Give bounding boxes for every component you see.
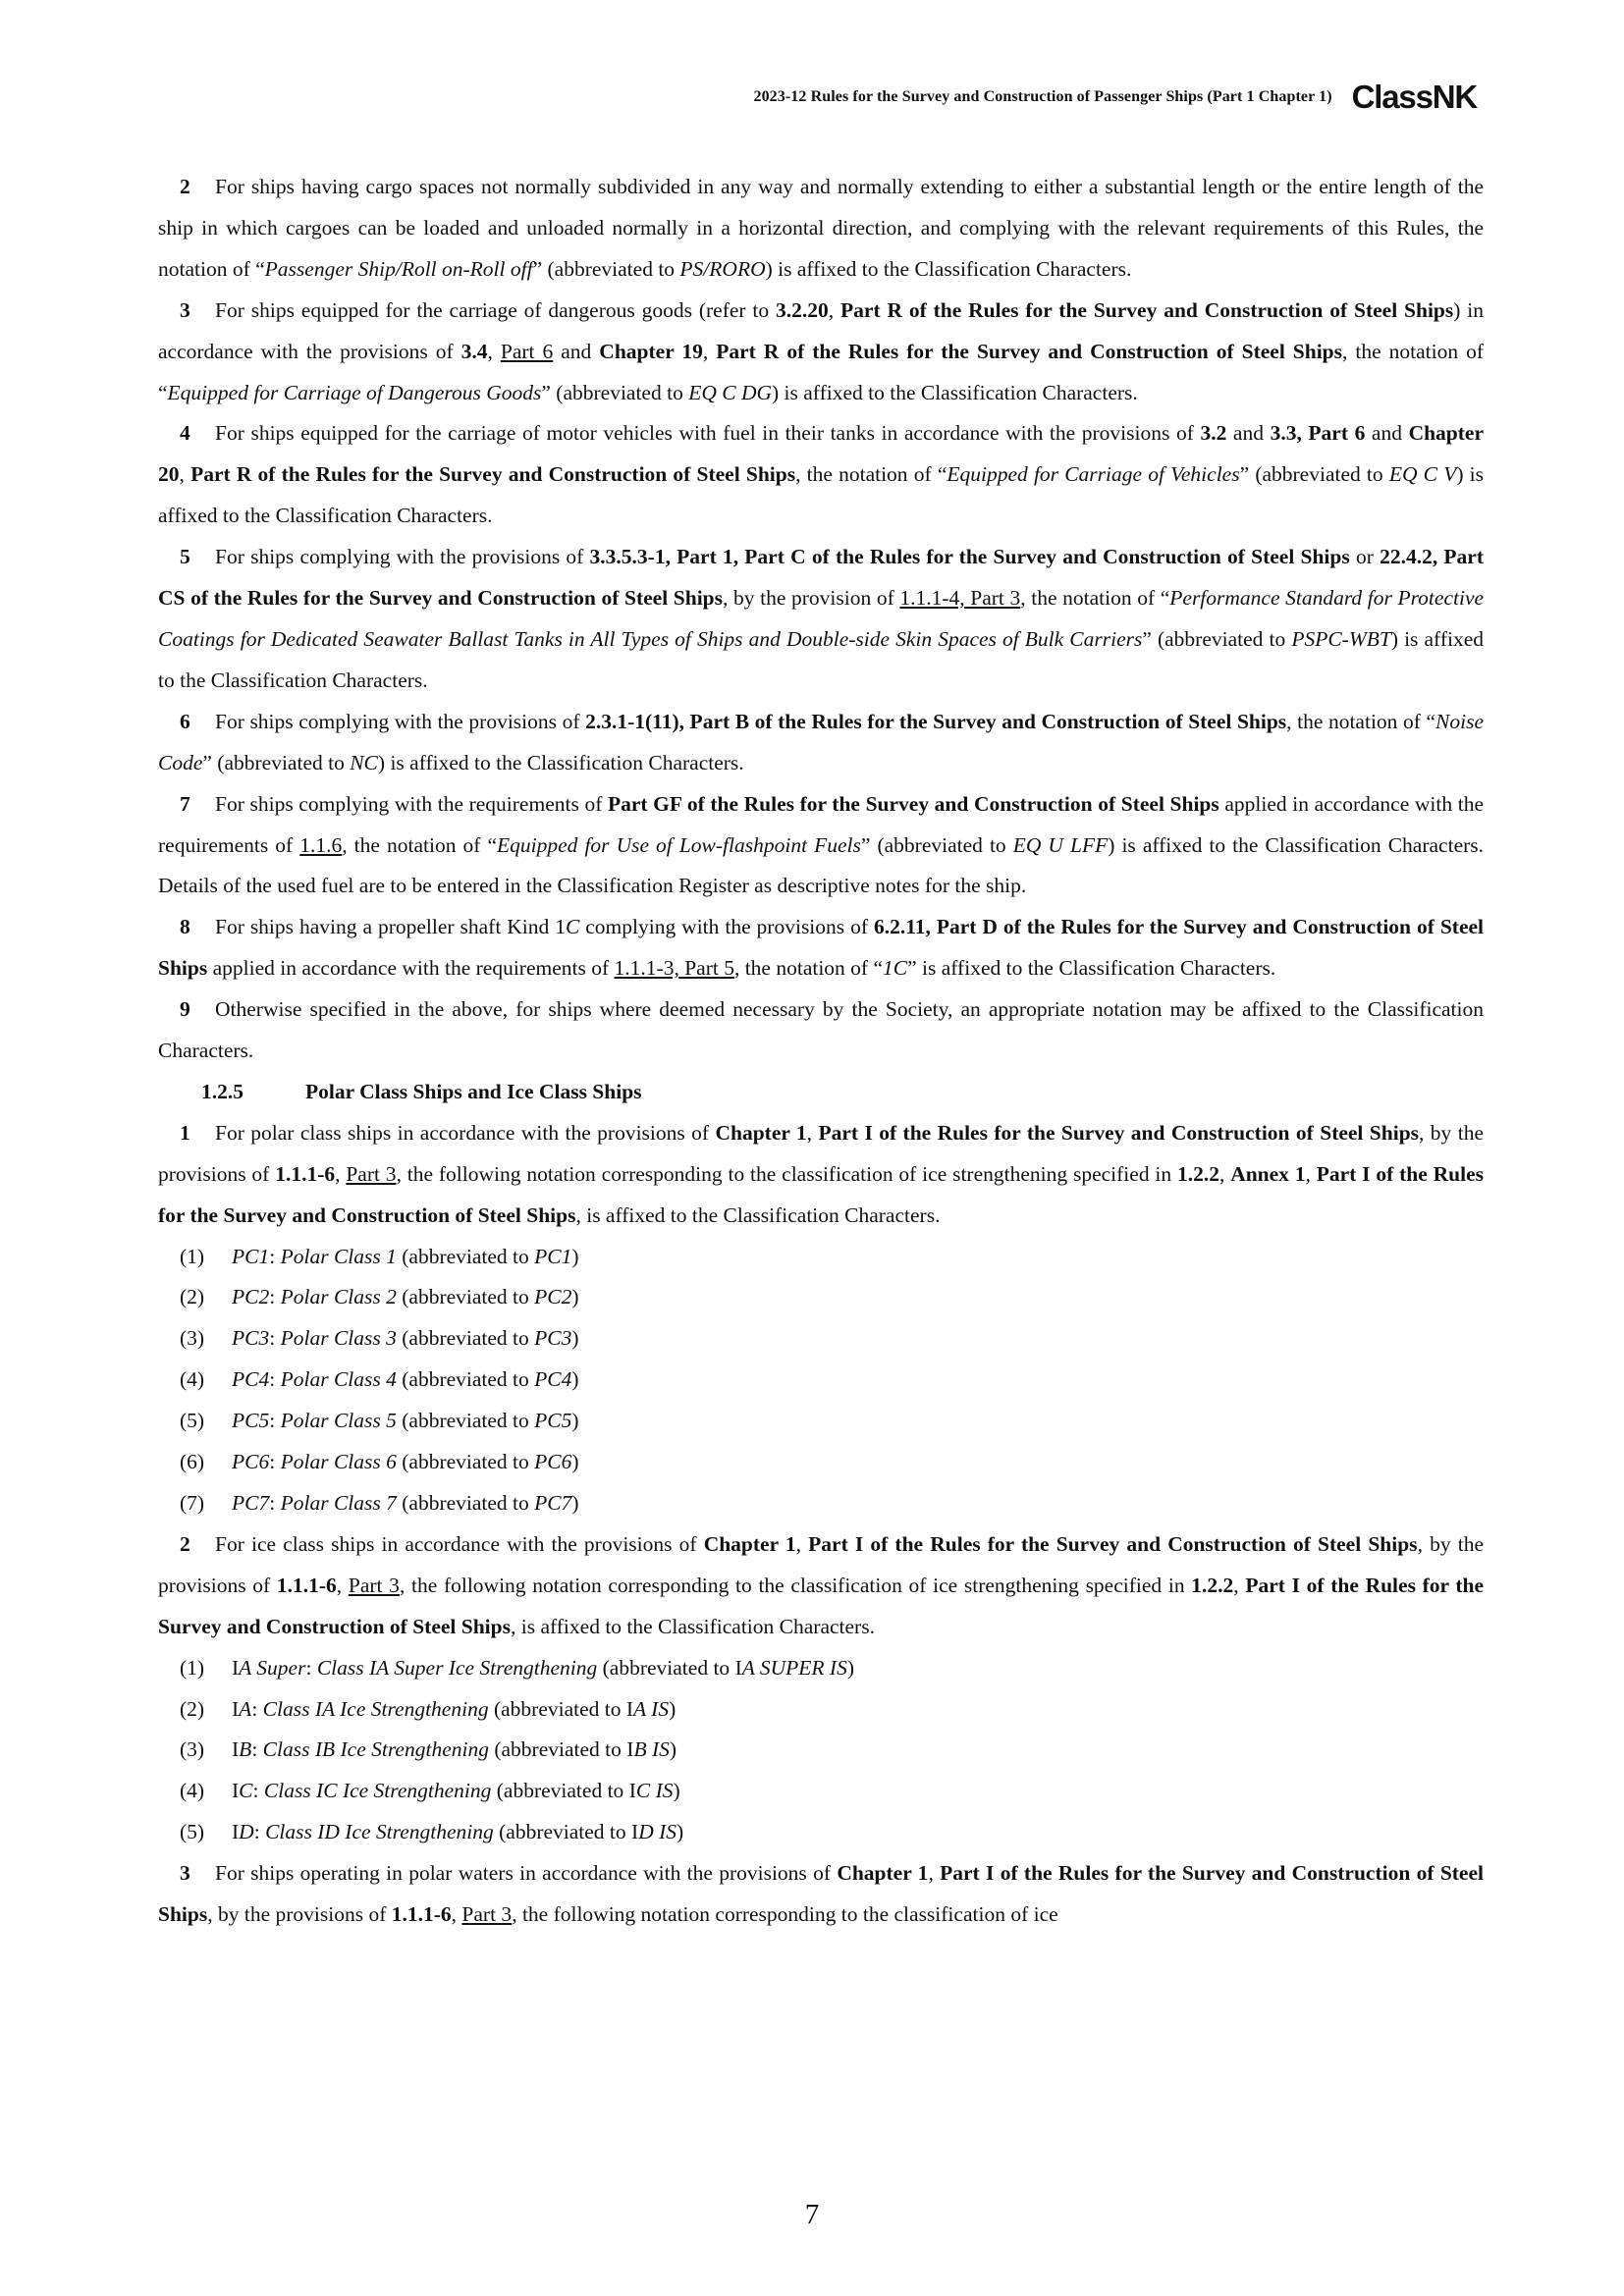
polar-paragraph-1: 1 For polar class ships in accordance with the provisions of Chapter 1, Part I of the Rules for the Survey and Construction of Steel Ships, by the provisions of 1.1.1-6, Part 3, the following notation corresponding to the classification of ice strengthening specified in 1.2.2, Annex 1, Part I of the Rules for the Survey and Construction of Steel Ships, is affixed to the Classification Characters. (158, 1113, 1484, 1237)
list-item: (3) PC3: Polar Class 3 (abbreviated to PC3) (180, 1326, 579, 1351)
polar-class-list (158, 1237, 1484, 1524)
paragraph-4: 4 For ships equipped for the carriage of motor vehicles with fuel in their tanks in accordance with the provisions of 3.2 and 3.3, Part 6 and Chapter 20, Part R of the Rules for the Survey and Construction of Steel Ships, the notation of “Equipped for Carriage of Vehicles” (abbreviated to EQ C V) is affixed to the Classification Characters. (158, 413, 1484, 537)
page-number: 7 (804, 2199, 820, 2230)
classnk-logo: ClassNK (1351, 79, 1477, 115)
header-title: 2023-12 Rules for the Survey and Construction of Passenger Ships (Part 1 Chapter 1) (753, 88, 1332, 105)
list-item: (3) IB: Class IB Ice Strengthening (abbreviated to IB IS) (180, 1737, 677, 1762)
list-item: (7) PC7: Polar Class 7 (abbreviated to PC7) (180, 1491, 579, 1515)
polar-paragraph-2: 2 For ice class ships in accordance with the provisions of Chapter 1, Part I of the Rules for the Survey and Construction of Steel Ships, by the provisions of 1.1.1-6, Part 3, the following notation corresponding to the classification of ice strengthening specified in 1.2.2, Part I of the Rules for the Survey and Construction of Steel Ships, is affixed to the Classification Characters. (158, 1524, 1484, 1648)
section-heading (158, 1072, 1484, 1113)
list-item: (5) ID: Class ID Ice Strengthening (abbreviated to ID IS) (180, 1820, 684, 1844)
paragraph-2: 2 For ships having cargo spaces not normally subdivided in any way and normally extending to either a substantial length or the entire length of the ship in which cargoes can be loaded and unloaded normally in a horizontal direction, and complying with the relevant requirements of this Rules, the notation of “Passenger Ship/Roll on-Roll off” (abbreviated to PS/RORO) is affixed to the Classification Characters. (158, 167, 1484, 291)
cross-reference-link[interactable]: Part 3 (348, 1573, 400, 1597)
cross-reference-link[interactable]: 1.1.1-4, Part 3 (899, 586, 1021, 611)
paragraph-number: 5 (180, 545, 190, 569)
paragraph-number: 4 (180, 421, 190, 446)
paragraph-9: 9 Otherwise specified in the above, for ships where deemed necessary by the Society, an appropriate notation may be affixed to the Classification Characters. (158, 989, 1484, 1072)
paragraph-number: 3 (180, 1861, 190, 1886)
list-item: (2) PC2: Polar Class 2 (abbreviated to PC2) (180, 1285, 579, 1309)
paragraph-number: 2 (180, 175, 190, 198)
list-item: (4) PC4: Polar Class 4 (abbreviated to PC4) (180, 1367, 579, 1392)
paragraph-number: 9 (180, 997, 190, 1022)
paragraph-number: 8 (180, 915, 190, 939)
paragraph-6: 6 For ships complying with the provisions of 2.3.1-1(11), Part B of the Rules for the Survey and Construction of Steel Ships, the notation of “Noise Code” (abbreviated to NC) is affixed to the Classification Characters. (158, 702, 1484, 784)
page-header (753, 79, 1477, 116)
paragraph-number: 6 (180, 709, 190, 733)
list-item: (6) PC6: Polar Class 6 (abbreviated to PC6) (180, 1450, 579, 1474)
paragraph-number: 2 (180, 1531, 190, 1556)
section-number: 1.2.5 (201, 1079, 244, 1103)
paragraph-number: 1 (180, 1120, 190, 1145)
section-title: Polar Class Ships and Ice Class Ships (305, 1079, 642, 1103)
paragraph-5: 5 For ships complying with the provisions of 3.3.5.3-1, Part 1, Part C of the Rules for the Survey and Construction of Steel Ships or 22.4.2, Part CS of the Rules for the Survey and Construction of Steel Ships, by the provision of 1.1.1-4, Part 3, the notation of “Performance Standard for Protective Coatings for Dedicated Seawater Ballast Tanks in All Types of Ships and Double-side Skin Spaces of Bulk Carriers” (abbreviated to PSPC-WBT) is affixed to the Classification Characters. (158, 537, 1484, 702)
polar-paragraph-3: 3 For ships operating in polar waters in accordance with the provisions of Chapter 1, Part I of the Rules for the Survey and Construction of Steel Ships, by the provisions of 1.1.1-6, Part 3, the following notation corresponding to the classification of ice (158, 1853, 1484, 1936)
paragraph-7: 7 For ships complying with the requirements of Part GF of the Rules for the Survey and Construction of Steel Ships applied in accordance with the requirements of 1.1.6, the notation of “Equipped for Use of Low-flashpoint Fuels” (abbreviated to EQ U LFF) is affixed to the Classification Characters. Details of the used fuel are to be entered in the Classification Register as descriptive notes for the ship. (158, 784, 1484, 908)
paragraph-8: 8 For ships having a propeller shaft Kind 1C complying with the provisions of 6.2.11, Part D of the Rules for the Survey and Construction of Steel Ships applied in accordance with the requirements of 1.1.1-3, Part 5, the notation of “1C” is affixed to the Classification Characters. (158, 907, 1484, 989)
paragraph-number: 3 (180, 297, 190, 322)
list-item: (2) IA: Class IA Ice Strengthening (abbreviated to IA IS) (180, 1696, 677, 1721)
list-item: (1) PC1: Polar Class 1 (abbreviated to PC1) (180, 1244, 579, 1268)
cross-reference-link[interactable]: 1.1.6 (299, 832, 343, 857)
paragraph-3: 3 For ships equipped for the carriage of dangerous goods (refer to 3.2.20, Part R of the Rules for the Survey and Construction of Steel Ships) in accordance with the provisions of 3.4, Part 6 and Chapter 19, Part R of the Rules for the Survey and Construction of Steel Ships, the notation of “Equipped for Carriage of Dangerous Goods” (abbreviated to EQ C DG) is affixed to the Classification Characters. (158, 291, 1484, 414)
cross-reference-link[interactable]: Part 3 (461, 1902, 513, 1927)
list-item: (1) IA Super: Class IA Super Ice Strengthening (abbreviated to IA SUPER IS) (180, 1655, 854, 1680)
cross-reference-link[interactable]: Part 3 (346, 1161, 397, 1186)
ice-class-list (158, 1648, 1484, 1854)
cross-reference-link[interactable]: Part 6 (500, 339, 554, 363)
document-body (158, 167, 1484, 1936)
list-item: (5) PC5: Polar Class 5 (abbreviated to PC5) (180, 1409, 579, 1433)
cross-reference-link[interactable]: 1.1.1-3, Part 5 (614, 956, 734, 981)
list-item: (4) IC: Class IC Ice Strengthening (abbreviated to IC IS) (180, 1779, 680, 1803)
paragraph-number: 7 (180, 791, 190, 816)
